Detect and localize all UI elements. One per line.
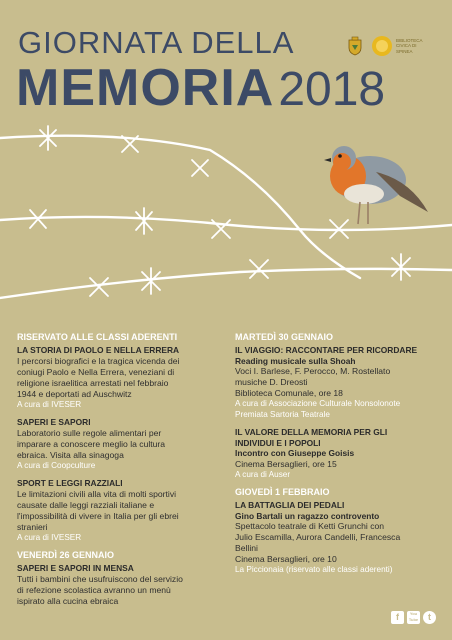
- event-sport-leggi: [17, 478, 222, 543]
- event-title: LA STORIA DI PAOLO E NELLA ERRERA: [17, 345, 180, 355]
- twitter-icon[interactable]: t: [423, 611, 436, 624]
- event-text: Spettacolo teatrale di Ketti Grunchi con: [235, 521, 385, 531]
- section-heading-martedi: MARTEDÌ 30 GENNAIO: [235, 332, 334, 342]
- event-text: Julio Escamilla, Aurora Candelli, Francesca: [235, 532, 401, 542]
- social-links: [391, 611, 436, 624]
- event-credit: A cura di Auser: [235, 469, 291, 479]
- facebook-icon[interactable]: f: [391, 611, 404, 624]
- event-subtitle: Gino Bartali un ragazzo controvento: [235, 510, 380, 521]
- event-title: IL VIAGGIO: RACCONTARE PER RICORDARE: [235, 345, 418, 355]
- event-text: causate dalle leggi razziali italiane e: [17, 499, 155, 510]
- title-line-2: [16, 59, 386, 117]
- event-title: IL VALORE DELLA MEMORIA PER GLI: [235, 427, 388, 437]
- event-text: I percorsi biografici e la tragica vicenda dei: [17, 355, 180, 366]
- event-text: Tutti i bambini che usufruiscono del servizio: [17, 573, 183, 584]
- event-title: SPORT E LEGGI RAZZIALI: [17, 478, 123, 488]
- event-text: Le limitazioni civili alla vita di molti sportivi: [17, 488, 177, 499]
- event-text: ebraica. Visita alla sinagoga: [17, 449, 124, 460]
- event-text: religione israelitica arrestati nel febbraio: [17, 377, 169, 388]
- event-text: imparare a conoscere meglio la cultura: [17, 438, 166, 449]
- event-saperi-sapori: [17, 417, 222, 471]
- event-il-viaggio: [235, 345, 440, 420]
- event-credit: A cura di IVESER: [17, 399, 82, 409]
- title-line-1: GIORNATA DELLA: [18, 25, 295, 60]
- event-text: l'impossibilità di vivere in Italia per gli ebrei: [17, 510, 179, 521]
- event-errera: [17, 345, 222, 410]
- event-title: INDIVIDUI E I POPOLI: [235, 437, 321, 448]
- event-credit: A cura di Coopculture: [17, 460, 96, 470]
- event-text: stranieri: [17, 521, 48, 532]
- event-text: Voci I. Barlese, F. Perocco, M. Rostellato: [235, 366, 391, 376]
- event-text: di refezione scolastica avranno un menù: [17, 584, 171, 595]
- event-text: Cinema Bersaglieri, ore 10: [235, 554, 337, 564]
- title-year: 2018: [278, 63, 386, 116]
- event-credit: La Piccionaia (riservato alle classi aderenti): [235, 565, 393, 574]
- event-credit: A cura di Associazione Culturale Nonsolonote: [235, 399, 401, 408]
- event-text: ispirato alla cucina ebraica: [17, 595, 119, 606]
- event-text: Bellini: [235, 543, 258, 553]
- library-logo-text: BIBLIOTECA CIVICA DI SPINEA: [396, 38, 423, 54]
- section-heading-venerdi: VENERDÌ 26 GENNAIO: [17, 550, 115, 560]
- event-battaglia-pedali: [235, 500, 440, 576]
- event-credit: A cura di IVESER: [17, 532, 82, 542]
- event-text: Cinema Bersaglieri, ore 15: [235, 458, 337, 469]
- event-title: LA BATTAGLIA DEI PEDALI: [235, 500, 345, 510]
- event-mensa: [17, 563, 222, 607]
- event-text: Laboratorio sulle regole alimentari per: [17, 427, 162, 438]
- left-column: [17, 332, 222, 614]
- event-credit: Premiata Sartoria Teatrale: [235, 409, 330, 419]
- event-subtitle: Incontro con Giuseppe Goisis: [235, 448, 355, 458]
- event-title: SAPERI E SAPORI: [17, 417, 91, 427]
- event-text: 1944 e deportati ad Auschwitz: [17, 388, 132, 399]
- youtube-icon[interactable]: You Tube: [408, 611, 419, 622]
- event-subtitle: Reading musicale sulla Shoah: [235, 355, 356, 366]
- library-sun-icon: [371, 35, 393, 57]
- section-heading-giovedi: GIOVEDÌ 1 FEBBRAIO: [235, 487, 330, 497]
- event-text: musiche D. Dreosti: [235, 377, 308, 387]
- municipal-crest-icon: [347, 36, 363, 56]
- library-logo: [371, 35, 430, 57]
- title-memoria: MEMORIA: [16, 59, 275, 117]
- robin-bird-icon: [324, 146, 428, 224]
- event-title: SAPERI E SAPORI IN MENSA: [17, 563, 134, 573]
- right-column: [235, 332, 440, 583]
- event-text: Biblioteca Comunale, ore 18: [235, 388, 343, 398]
- event-valore-memoria: [235, 427, 440, 480]
- section-heading-classi: RISERVATO ALLE CLASSI ADERENTI: [17, 332, 178, 342]
- event-text: coniugi Paolo e Nella Errera, veneziani di: [17, 366, 175, 377]
- logos: [347, 35, 430, 57]
- barbed-wire-illustration: [0, 120, 452, 320]
